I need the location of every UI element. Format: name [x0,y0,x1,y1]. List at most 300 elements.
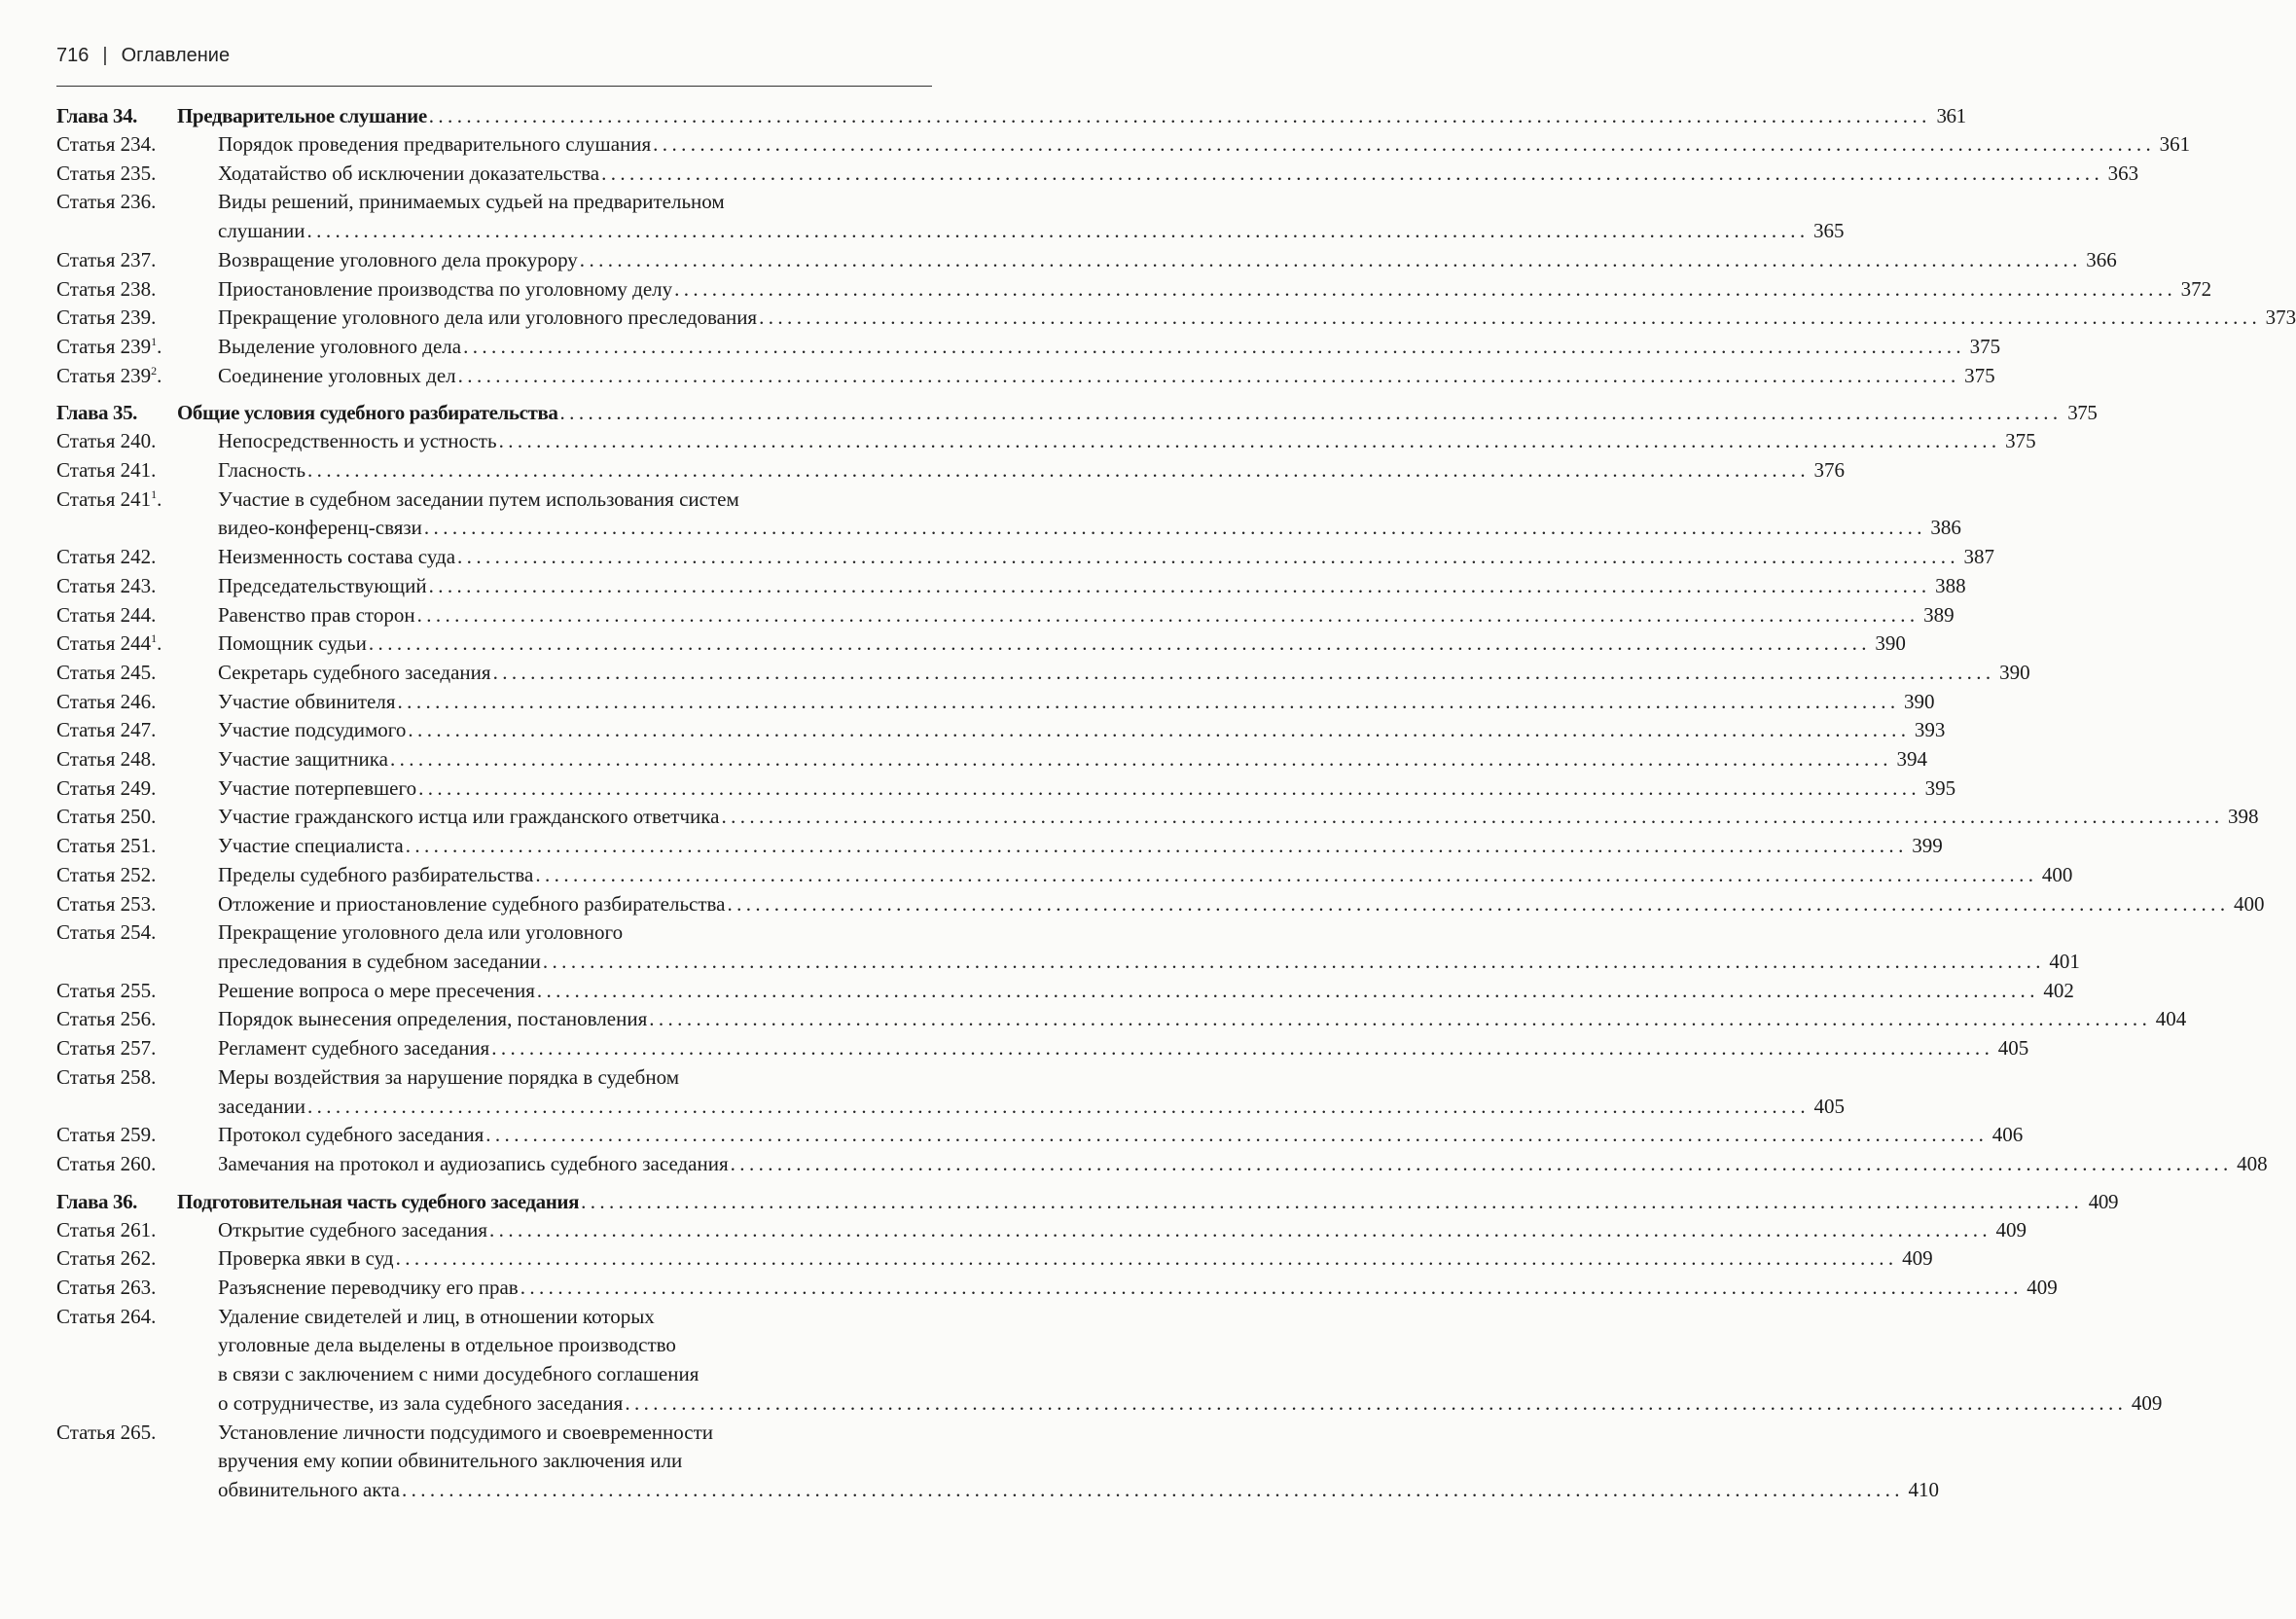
article-title-line: Непосредственность и устность [218,429,497,453]
article-title-line: видео-конференц-связи [218,516,422,540]
article-label-text: Статья 250. [56,805,157,829]
article-entry [56,861,2073,890]
article-label-text: Статья 240. [56,429,157,453]
article-label-text: Статья 246. [56,689,157,713]
article-label [56,803,218,832]
article-label [56,1274,218,1303]
article-title-line: вручения ему копии обвинительного заключения или [218,1449,683,1473]
dot-leader: ................................................................................................................................................................ [428,104,1931,127]
article-label [56,304,218,333]
article-label-text: Статья 260. [56,1151,157,1175]
dot-leader: ................................................................................................................................................................ [730,1151,2233,1175]
article-body [218,456,1846,486]
article-body [218,130,2191,160]
dot-leader: ................................................................................................................................................................ [405,834,1908,858]
dot-leader: ................................................................................................................................................................ [397,689,1900,713]
page-ref: 390 [1875,631,1906,656]
article-entry [56,543,1995,572]
article-title-line: Участие в судебном заседании путем использования систем [218,486,739,511]
article-title-last-line [218,333,2001,362]
article-label-superscript: 1 [151,486,158,501]
article-label-text: Статья 263. [56,1276,157,1300]
article-label-text: Статья 239. [56,306,157,330]
article-title-line: Проверка явки в суд [218,1246,394,1271]
article-label-text: Статья 253. [56,891,157,916]
article-title-line: в связи с заключением с ними досудебного соглашения [218,1362,700,1386]
article-label-text: Статья 242. [56,545,157,569]
article-entry [56,1121,2024,1150]
dot-leader: ................................................................................................................................................................ [463,334,1966,358]
article-title-line: преследования в судебном заседании [218,949,541,973]
dot-leader: ................................................................................................................................................................ [485,1123,1989,1147]
article-title-line: Участие потерпевшего [218,775,417,800]
dot-leader: ................................................................................................................................................................ [408,718,1911,742]
page-ref: 388 [1935,573,1966,597]
page-ref: 361 [1936,104,1966,127]
article-entry [56,601,1955,630]
article-title-last-line [218,832,1943,861]
article-title-line: Помощник судьи [218,631,367,656]
header-rule [56,86,932,87]
article-entry [56,275,2212,305]
article-label [56,716,218,745]
chapter-entry [56,398,2098,427]
article-label-suffix: . [157,631,162,656]
article-title-line: Установление личности подсудимого и своевременности [218,1420,714,1444]
article-title-line: Открытие судебного заседания [218,1217,488,1241]
article-entry [56,890,2265,919]
article-entry [56,1150,2268,1179]
dot-leader: ................................................................................................................................................................ [542,949,2045,973]
article-entry [56,1419,1939,1505]
dot-leader: ................................................................................................................................................................ [306,219,1810,243]
dot-leader: ................................................................................................................................................................ [601,161,2104,185]
page-ref: 404 [2155,1007,2187,1031]
article-entry [56,304,2296,333]
article-label-text: Статья 244 [56,631,152,656]
running-header [56,45,932,67]
article-entry [56,688,1935,717]
article-title-last-line [218,1216,2027,1245]
article-label [56,1303,218,1332]
dot-leader: ................................................................................................................................................................ [520,1276,2023,1300]
article-label [56,427,218,456]
page-ref: 409 [1902,1246,1933,1271]
article-body [218,1244,1933,1274]
article-label [56,188,218,217]
article-title-line: Регламент судебного заседания [218,1036,490,1061]
article-body [218,1303,2163,1419]
page-ref: 395 [1924,775,1956,800]
article-label-text: Статья 257. [56,1036,157,1061]
article-title-last-line [218,601,1955,630]
article-label [56,1150,218,1179]
article-label-text: Статья 239 [56,334,152,358]
article-entry [56,977,2074,1006]
article-label-superscript: 1 [151,631,158,646]
article-body [218,659,2030,688]
article-title-last-line [218,427,2036,456]
article-entry [56,362,1995,391]
page-ref: 409 [1995,1217,2027,1241]
article-title-line: Участие специалиста [218,834,404,858]
article-title-line: Выделение уголовного дела [218,334,462,358]
article-title-line: слушании [218,219,305,243]
article-entry [56,716,1946,745]
article-label [56,977,218,1006]
article-entry [56,659,2030,688]
article-title-line: Равенство прав сторон [218,602,415,627]
article-label [56,1216,218,1245]
article-title-last-line [218,362,1995,391]
page-ref: 406 [1991,1123,2024,1147]
page-ref: 390 [1999,660,2030,684]
chapter-label: Глава 35. [56,401,138,425]
article-title-last-line [218,514,1961,543]
header-separator: | [102,45,108,66]
article-body [218,1121,2024,1150]
page-ref: 408 [2237,1151,2268,1175]
article-title-last-line [218,456,1846,486]
article-body [218,543,1995,572]
article-title-line: Пределы судебного разбирательства [218,862,534,886]
page-ref: 409 [2131,1390,2163,1415]
article-entry [56,160,2139,189]
dot-leader: ................................................................................................................................................................ [721,805,2224,829]
article-body [218,1216,2027,1245]
article-title-line: Протокол судебного заседания [218,1123,484,1147]
article-label-text: Статья 248. [56,747,157,772]
page-ref: 394 [1896,747,1927,772]
article-label [56,688,218,717]
article-body [218,572,1966,601]
article-label [56,630,218,659]
page-ref: 372 [2180,276,2212,301]
page-ref: 402 [2043,978,2074,1002]
dot-leader: ................................................................................................................................................................ [423,516,1926,540]
article-entry [56,427,2036,456]
table-of-contents [56,101,2296,1505]
article-entry [56,1005,2187,1034]
article-label-text: Статья 241 [56,486,152,511]
article-title-last-line [218,160,2139,189]
article-title-last-line [218,1150,2268,1179]
article-body [218,427,2036,456]
article-label [56,774,218,804]
dot-leader: ................................................................................................................................................................ [653,132,2156,156]
dot-leader: ................................................................................................................................................................ [491,1036,1994,1061]
article-entry [56,572,1966,601]
article-title-line: заседании [218,1094,305,1118]
page-ref: 361 [2159,132,2191,156]
page-ref: 409 [2027,1276,2058,1300]
chapter-label: Глава 36. [56,1189,138,1213]
dot-leader: ................................................................................................................................................................ [418,775,1921,800]
article-title-line: Участие обвинителя [218,689,396,713]
article-label [56,572,218,601]
page-ref: 375 [2005,429,2036,453]
page-ref: 363 [2107,161,2139,185]
page-ref: 398 [2227,805,2259,829]
dot-leader: ................................................................................................................................................................ [368,631,1871,656]
article-title-line: Порядок проведения предварительного слушания [218,132,652,156]
article-label [56,601,218,630]
page-number: 716 [56,45,90,66]
article-title-line: Решение вопроса о мере пресечения [218,978,535,1002]
article-title-last-line [218,745,1927,774]
article-label-text: Статья 264. [56,1304,157,1328]
article-title-line: обвинительного акта [218,1477,400,1501]
article-body [218,832,1943,861]
article-label-text: Статья 244. [56,602,157,627]
page-ref: 400 [2233,891,2265,916]
article-entry [56,1216,2027,1245]
chapter-entry [56,101,1966,130]
article-title-line: Приостановление производства по уголовному делу [218,276,673,301]
article-label-text: Статья 255. [56,978,157,1002]
article-title-last-line [218,1476,1939,1505]
article-label [56,456,218,486]
article-label [56,1419,218,1448]
article-title-line: Неизменность состава суда [218,545,456,569]
article-entry [56,1244,1933,1274]
article-label [56,486,218,515]
article-label-suffix: . [157,334,162,358]
article-label-text: Статья 259. [56,1123,157,1147]
article-label [56,1244,218,1274]
article-label [56,918,218,948]
dot-leader: ................................................................................................................................................................ [579,247,2082,271]
article-body [218,890,2265,919]
article-title-last-line [218,1121,2024,1150]
article-body [218,486,1961,543]
dot-leader: ................................................................................................................................................................ [492,660,1995,684]
article-title-line: Секретарь судебного заседания [218,660,491,684]
article-entry [56,774,1956,804]
article-title-line: Гласность [218,458,306,483]
article-entry [56,832,1943,861]
article-entry [56,803,2259,832]
page-ref: 386 [1930,516,1961,540]
article-title-last-line [218,1005,2187,1034]
article-body [218,918,2080,976]
article-title-last-line [218,977,2074,1006]
article-title-line: Соединение уголовных дел [218,363,456,387]
article-entry [56,188,1845,245]
article-label [56,333,218,362]
article-label-text: Статья 237. [56,247,157,271]
chapter-entry [56,1187,2119,1216]
page-ref: 373 [2265,306,2296,330]
article-title-line: Прекращение уголовного дела или уголовного [218,920,624,945]
article-label [56,1121,218,1150]
article-label-text: Статья 262. [56,1246,157,1271]
article-title-last-line [218,890,2265,919]
article-label-superscript: 2 [151,363,158,378]
dot-leader: ................................................................................................................................................................ [416,602,1919,627]
dot-leader: ................................................................................................................................................................ [498,429,2001,453]
article-entry [56,1274,2058,1303]
article-title-line: Порядок вынесения определения, постановления [218,1007,648,1031]
article-body [218,977,2074,1006]
article-title-line: Возвращение уголовного дела прокурору [218,247,578,271]
article-label-text: Статья 249. [56,775,157,800]
article-title-line: Участие защитника [218,747,388,772]
article-label [56,745,218,774]
article-entry [56,486,1961,543]
dot-leader: ................................................................................................................................................................ [559,401,2063,425]
article-body [218,601,1955,630]
dot-leader: ................................................................................................................................................................ [536,978,2039,1002]
article-entry [56,1034,2029,1063]
article-body [218,803,2259,832]
article-label-suffix: . [157,486,162,511]
article-label-text: Статья 265. [56,1420,157,1444]
article-label [56,659,218,688]
article-title-last-line [218,304,2296,333]
article-body [218,1274,2058,1303]
article-label-text: Статья 236. [56,190,157,214]
dot-leader: ................................................................................................................................................................ [401,1477,1904,1501]
article-label-text: Статья 247. [56,718,157,742]
article-body [218,1063,1845,1121]
article-label [56,890,218,919]
article-title-last-line [218,630,1906,659]
page-ref: 390 [1904,689,1935,713]
page-ref: 405 [1997,1036,2029,1061]
article-title-last-line [218,1034,2029,1063]
dot-leader: ................................................................................................................................................................ [306,1094,1810,1118]
article-title-line: Замечания на протокол и аудиозапись судебного заседания [218,1151,729,1175]
article-title-last-line [218,774,1956,804]
article-label-text: Статья 254. [56,920,157,945]
article-entry [56,745,1927,774]
chapter-title: Предварительное слушание [177,104,427,127]
page-ref: 376 [1813,458,1846,483]
article-body [218,688,1935,717]
article-title-last-line [218,1274,2058,1303]
article-title-line: Меры воздействия за нарушение порядка в судебном [218,1064,679,1089]
article-label-text: Статья 238. [56,276,157,301]
article-body [218,1150,2268,1179]
article-body [218,745,1927,774]
article-label-text: Статья 258. [56,1064,157,1089]
article-entry [56,1063,1845,1121]
page-ref: 375 [1964,363,1995,387]
article-body [218,774,1956,804]
article-label [56,246,218,275]
article-label [56,160,218,189]
page-ref: 409 [2088,1189,2119,1213]
article-title-line: уголовные дела выделены в отдельное производство [218,1333,676,1357]
article-title-line: Удаление свидетелей и лиц, в отношении которых [218,1304,655,1328]
article-label [56,543,218,572]
article-label-text: Статья 235. [56,161,157,185]
article-body [218,188,1845,245]
page-ref: 410 [1908,1477,1939,1501]
article-body [218,861,2073,890]
dot-leader: ................................................................................................................................................................ [649,1007,2152,1031]
dot-leader: ................................................................................................................................................................ [489,1217,1992,1241]
section-title: Оглавление [121,45,231,66]
chapter-title: Общие условия судебного разбирательства [177,401,558,425]
article-title-line: Участие подсудимого [218,718,407,742]
article-label-text: Статья 256. [56,1007,157,1031]
article-title-last-line [218,1244,1933,1274]
article-title-line: Прекращение уголовного дела или уголовного преследования [218,306,758,330]
article-body [218,333,2001,362]
article-body [218,246,2117,275]
article-title-last-line [218,688,1935,717]
page-ref: 365 [1813,219,1845,243]
page-ref: 400 [2041,862,2073,886]
chapter-label: Глава 34. [56,104,138,127]
article-title-last-line [218,948,2080,977]
article-body [218,1419,1939,1505]
article-title-line: Отложение и приостановление судебного разбирательства [218,891,726,916]
article-label [56,832,218,861]
dot-leader: ................................................................................................................................................................ [581,1189,2084,1213]
article-label-text: Статья 245. [56,660,157,684]
article-title-last-line [218,130,2191,160]
article-title-last-line [218,1093,1845,1122]
article-title-last-line [218,1389,2163,1419]
article-label-text: Статья 241. [56,458,157,483]
article-label-text: Статья 252. [56,862,157,886]
article-label [56,130,218,160]
dot-leader: ................................................................................................................................................................ [428,573,1931,597]
dot-leader: ................................................................................................................................................................ [457,363,1960,387]
article-entry [56,1303,2163,1419]
article-title-last-line [218,572,1966,601]
article-entry [56,246,2117,275]
dot-leader: ................................................................................................................................................................ [395,1246,1898,1271]
article-label-text: Статья 243. [56,573,157,597]
dot-leader: ................................................................................................................................................................ [389,747,1892,772]
article-title-line: Председательствующий [218,573,427,597]
article-entry [56,333,2001,362]
page-ref: 399 [1912,834,1943,858]
article-label-text: Статья 261. [56,1217,157,1241]
article-label [56,861,218,890]
dot-leader: ................................................................................................................................................................ [625,1390,2128,1415]
page-ref: 375 [2067,401,2098,425]
dot-leader: ................................................................................................................................................................ [727,891,2230,916]
article-body [218,304,2296,333]
chapter-title: Подготовительная часть судебного заседания [177,1189,580,1213]
article-label [56,1005,218,1034]
page-ref: 387 [1963,545,1995,569]
article-title-last-line [218,246,2117,275]
dot-leader: ................................................................................................................................................................ [307,458,1811,483]
article-title-line: Участие гражданского истца или гражданского ответчика [218,805,720,829]
dot-leader: ................................................................................................................................................................ [535,862,2038,886]
article-title-line: Виды решений, принимаемых судьей на предварительном [218,190,725,214]
article-body [218,362,1995,391]
page-ref: 366 [2086,247,2117,271]
article-label-suffix: . [157,363,162,387]
article-entry [56,456,1846,486]
article-label-text: Статья 234. [56,132,157,156]
article-title-last-line [218,861,2073,890]
article-title-last-line [218,275,2212,305]
article-title-line: Ходатайство об исключении доказательства [218,161,600,185]
article-label-text: Статья 251. [56,834,157,858]
article-title-line: о сотрудничестве, из зала судебного заседания [218,1390,624,1415]
article-body [218,716,1946,745]
article-title-last-line [218,543,1995,572]
dot-leader: ................................................................................................................................................................ [759,306,2262,330]
